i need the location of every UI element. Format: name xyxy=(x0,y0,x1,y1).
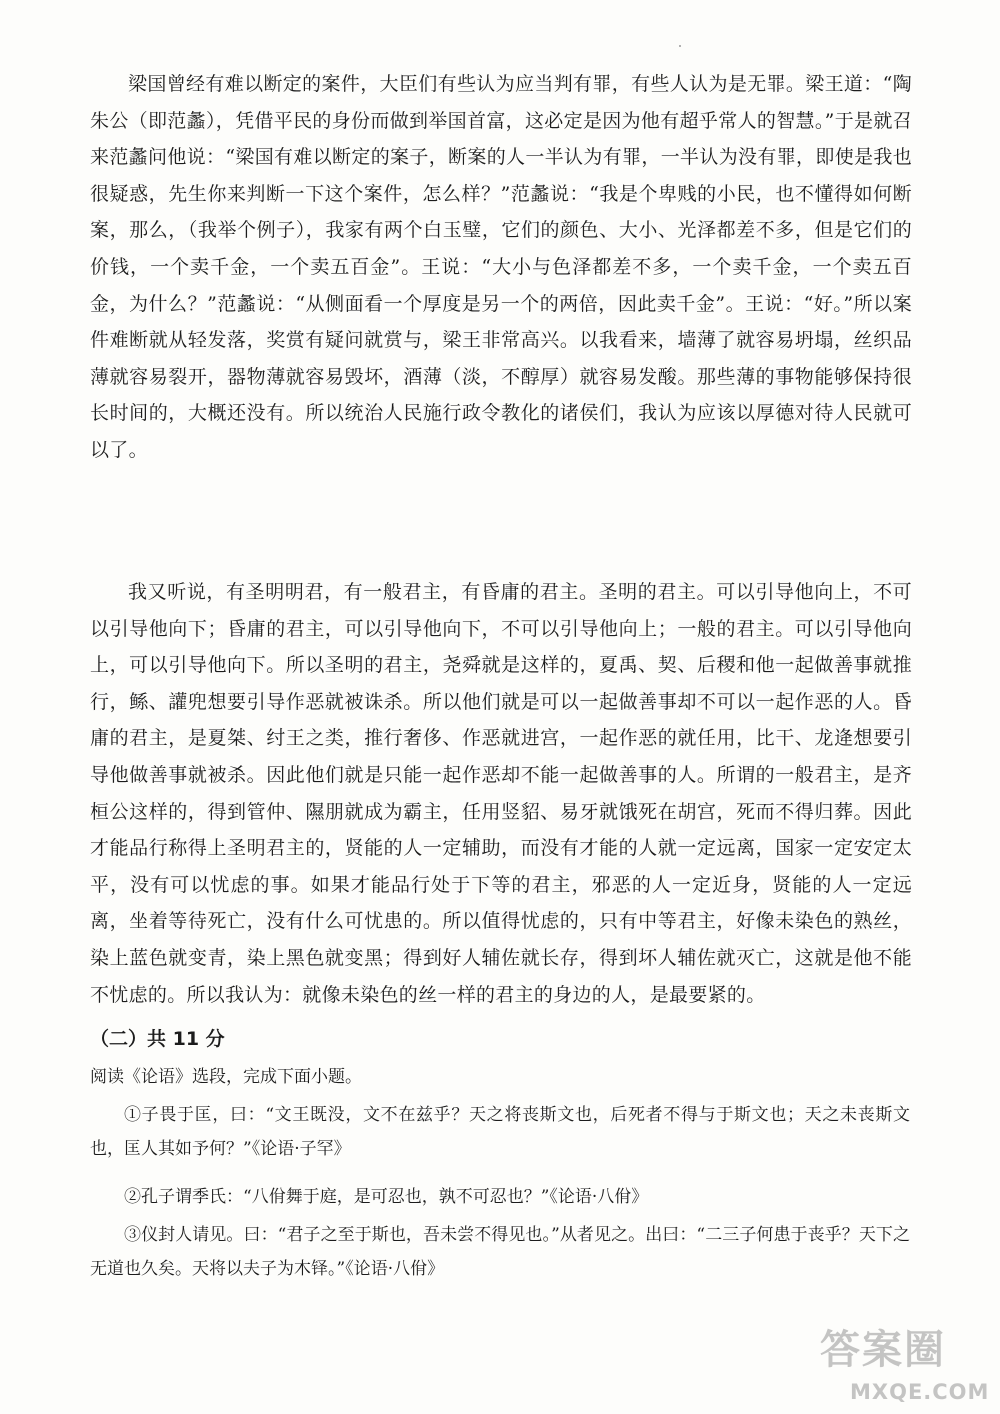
site-watermark xyxy=(820,1322,990,1408)
watermark-logo: 答案圈 xyxy=(820,1327,946,1373)
translation-paragraph-2: 我又听说，有圣明明君，有一般君主，有昏庸的君主。圣明的君主。可以引导他向上，不可以引导他向下；昏庸的君主，可以引导他向下，不可以引导他向上；一般的君主。可以引导他向上，可以引导他向下。所以圣明的君主，尧舜就是这样的，夏禹、契、后稷和他一起做善事就推行，鲧、讙兜想要引导作恶就被诛杀。所以他们就是可以一起做善事却不可以一起作恶的人。昏庸的君主，是夏桀、纣王之类，推行奢侈、作恶就进宫，一起作恶的就任用，比干、龙逄想要引导他做善事就被杀。因此他们就是只能一起作恶却不能一起做善事的人。所谓的一般君主，是齐桓公这样的，得到管仲、隰朋就成为霸主，任用竖貂、易牙就饿死在胡宫，死而不得归葬。因此才能品行称得上圣明君主的，贤能的人一定辅助，而没有才能的人就一定远离，国家一定安定太平，没有可以忧虑的事。如果才能品行处于下等的君主，邪恶的人一定近身，贤能的人一定远离，坐着等待死亡，没有什么可忧患的。所以值得忧虑的，只有中等君主，好像未染色的熟丝，染上蓝色就变青，染上黑色就变黑；得到好人辅佐就长存，得到坏人辅佐就灭亡，这就是他不能不忧虑的。所以我认为：就像未染色的丝一样的君主的身边的人，是最要紧的。 xyxy=(90,581,912,1006)
analects-quote-3: ③仪封人请见。曰：“君子之至于斯也，吾未尝不得见也。”从者见之。出曰：“二三子何患于丧乎？天下之无道也久矣。天将以夫子为木铎。”《论语·八佾》 xyxy=(90,1225,910,1279)
analects-quote-1: ①子畏于匡，曰：“文王既没，文不在兹乎？天之将丧斯文也，后死者不得与于斯文也；天之未丧斯文也，匡人其如予何？”《论语·子罕》 xyxy=(90,1105,910,1159)
translation-paragraph-1: 梁国曾经有难以断定的案件，大臣们有些认为应当判有罪，有些人认为是无罪。梁王道：“陶朱公（即范蠡），凭借平民的身份而做到举国首富，这必定是因为他有超乎常人的智慧。”于是就召来范蠡问他说：“梁国有难以断定的案子，断案的人一半认为有罪，一半认为没有罪，即使是我也很疑惑，先生你来判断一下这个案件，怎么样？”范蠡说：“我是个卑贱的小民，也不懂得如何断案，那么，（我举个例子），我家有两个白玉璧，它们的颜色、大小、光泽都差不多，但是它们的价钱，一个卖千金，一个卖五百金”。王说：“大小与色泽都差不多，一个卖千金，一个卖五百金，为什么？”范蠡说：“从侧面看一个厚度是另一个的两倍，因此卖千金”。王说：“好。”所以案件难断就从轻发落，奖赏有疑问就赏与，梁王非常高兴。以我看来，墙薄了就容易坍塌，丝织品薄就容易裂开，器物薄就容易毁坏，酒薄（淡，不醇厚）就容易发酸。那些薄的事物能够保持很长时间的，大概还没有。所以统治人民施行政令教化的诸侯们，我认为应该以厚德对待人民就可以了。 xyxy=(90,73,912,461)
section-instruction: 阅读《论语》选段，完成下面小题。 xyxy=(90,1067,362,1087)
section-heading: （二）共 11 分 xyxy=(90,1028,225,1050)
analects-quote-2: ②孔子谓季氏：“八佾舞于庭，是可忍也，孰不可忍也？”《论语·八佾》 xyxy=(124,1187,649,1207)
speck xyxy=(679,45,681,47)
watermark-site: MXQE.COM xyxy=(850,1380,990,1404)
